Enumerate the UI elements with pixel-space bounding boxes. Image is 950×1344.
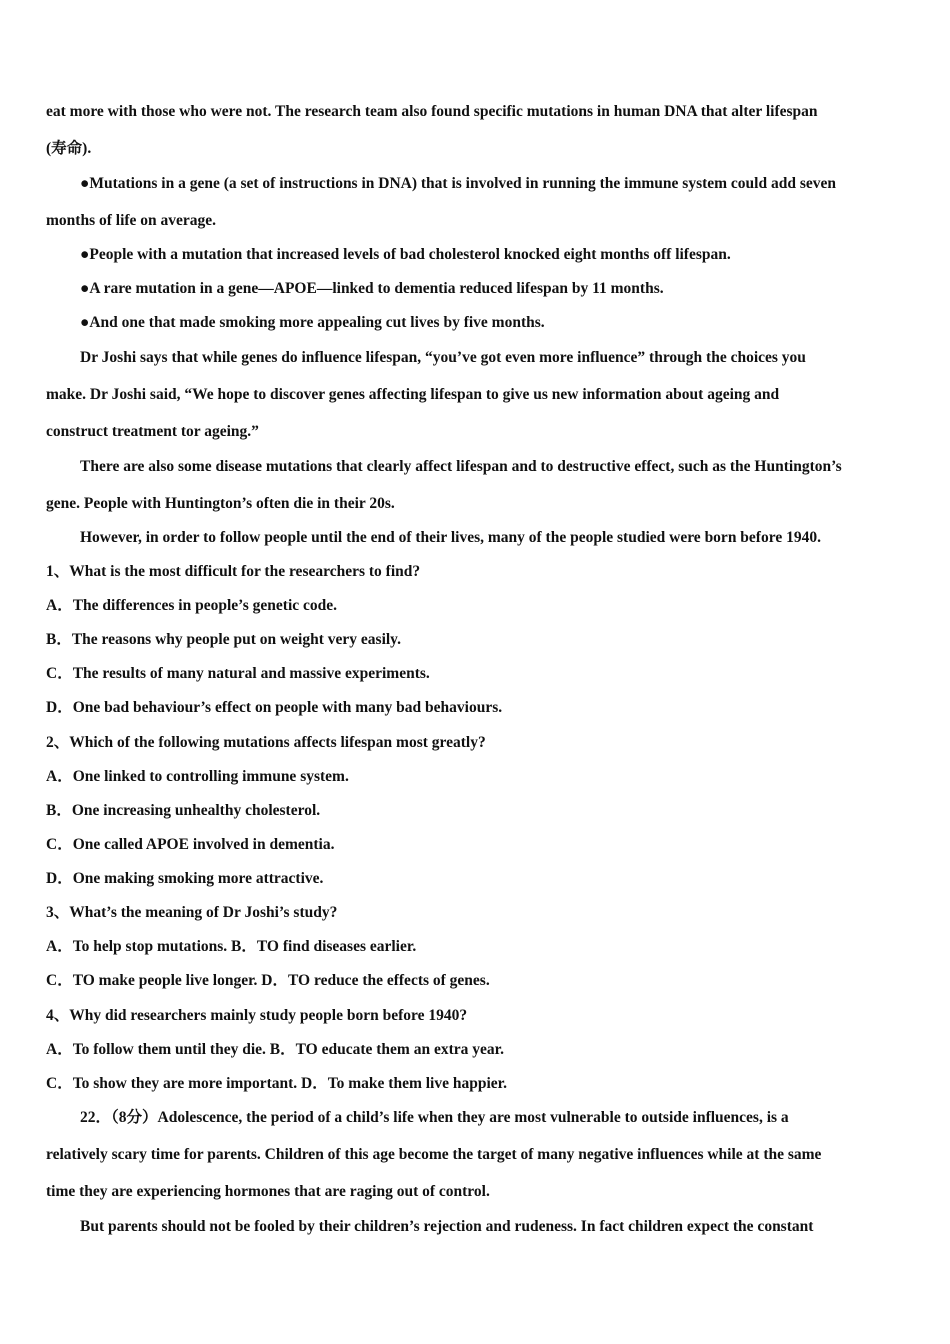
passage-22-line: time they are experiencing hormones that are raging out of control. (46, 1183, 490, 1200)
question-2-option-d: D．One making smoking more attractive. (46, 870, 324, 887)
passage-22-line: relatively scary time for parents. Children of this age become the target of many negative influences while at the same (46, 1146, 822, 1163)
passage-line: However, in order to follow people until the end of their lives, many of the people studied were born before 1940. (80, 529, 821, 546)
passage-22-line: 22．（8分）Adolescence, the period of a child’s life when they are most vulnerable to outside influences, is a (80, 1109, 789, 1126)
question-4-options-ab: A．To follow them until they die. B．TO educate them an extra year. (46, 1041, 504, 1058)
bullet-apoe-mutation: ●A rare mutation in a gene—APOE—linked to dementia reduced lifespan by 11 months. (80, 280, 664, 297)
question-1: 1、What is the most difficult for the researchers to find? (46, 563, 421, 580)
question-1-option-d: D．One bad behaviour’s effect on people with many bad behaviours. (46, 699, 503, 716)
passage-line: (寿命). (46, 140, 92, 157)
question-2-option-a: A．One linked to controlling immune system. (46, 768, 349, 785)
passage-line: There are also some disease mutations that clearly affect lifespan and to destructive effect, such as the Huntington’s (80, 458, 842, 475)
passage-22-line: But parents should not be fooled by their children’s rejection and rudeness. In fact children expect the constant (80, 1218, 814, 1235)
question-3-options-cd: C．TO make people live longer. D．TO reduce the effects of genes. (46, 972, 490, 989)
bullet-smoking-mutation: ●And one that made smoking more appealing cut lives by five months. (80, 314, 545, 331)
question-4: 4、Why did researchers mainly study people born before 1940? (46, 1007, 468, 1024)
question-1-option-c: C．The results of many natural and massive experiments. (46, 665, 430, 682)
question-3-options-ab: A．To help stop mutations. B．TO find diseases earlier. (46, 938, 417, 955)
question-4-options-cd: C．To show they are more important. D．To make them live happier. (46, 1075, 507, 1092)
bullet-cholesterol-mutation: ●People with a mutation that increased levels of bad cholesterol knocked eight months off lifespan. (80, 246, 731, 263)
question-2-option-b: B．One increasing unhealthy cholesterol. (46, 802, 321, 819)
passage-line: gene. People with Huntington’s often die in their 20s. (46, 495, 395, 512)
passage-line: eat more with those who were not. The research team also found specific mutations in human DNA that alter lifespan (46, 103, 818, 120)
question-2: 2、Which of the following mutations affects lifespan most greatly? (46, 734, 486, 751)
passage-line: construct treatment tor ageing.” (46, 423, 259, 440)
passage-line: months of life on average. (46, 212, 217, 229)
passage-line: Dr Joshi says that while genes do influence lifespan, “you’ve got even more influence” through the choices you (80, 349, 806, 366)
question-2-option-c: C．One called APOE involved in dementia. (46, 836, 335, 853)
question-1-option-b: B．The reasons why people put on weight very easily. (46, 631, 401, 648)
passage-line: make. Dr Joshi said, “We hope to discover genes affecting lifespan to give us new information about ageing and (46, 386, 780, 403)
question-1-option-a: A．The differences in people’s genetic code. (46, 597, 338, 614)
question-3: 3、What’s the meaning of Dr Joshi’s study? (46, 904, 338, 921)
bullet-immune-mutation: ●Mutations in a gene (a set of instructions in DNA) that is involved in running the immune system could add seven (80, 175, 837, 192)
